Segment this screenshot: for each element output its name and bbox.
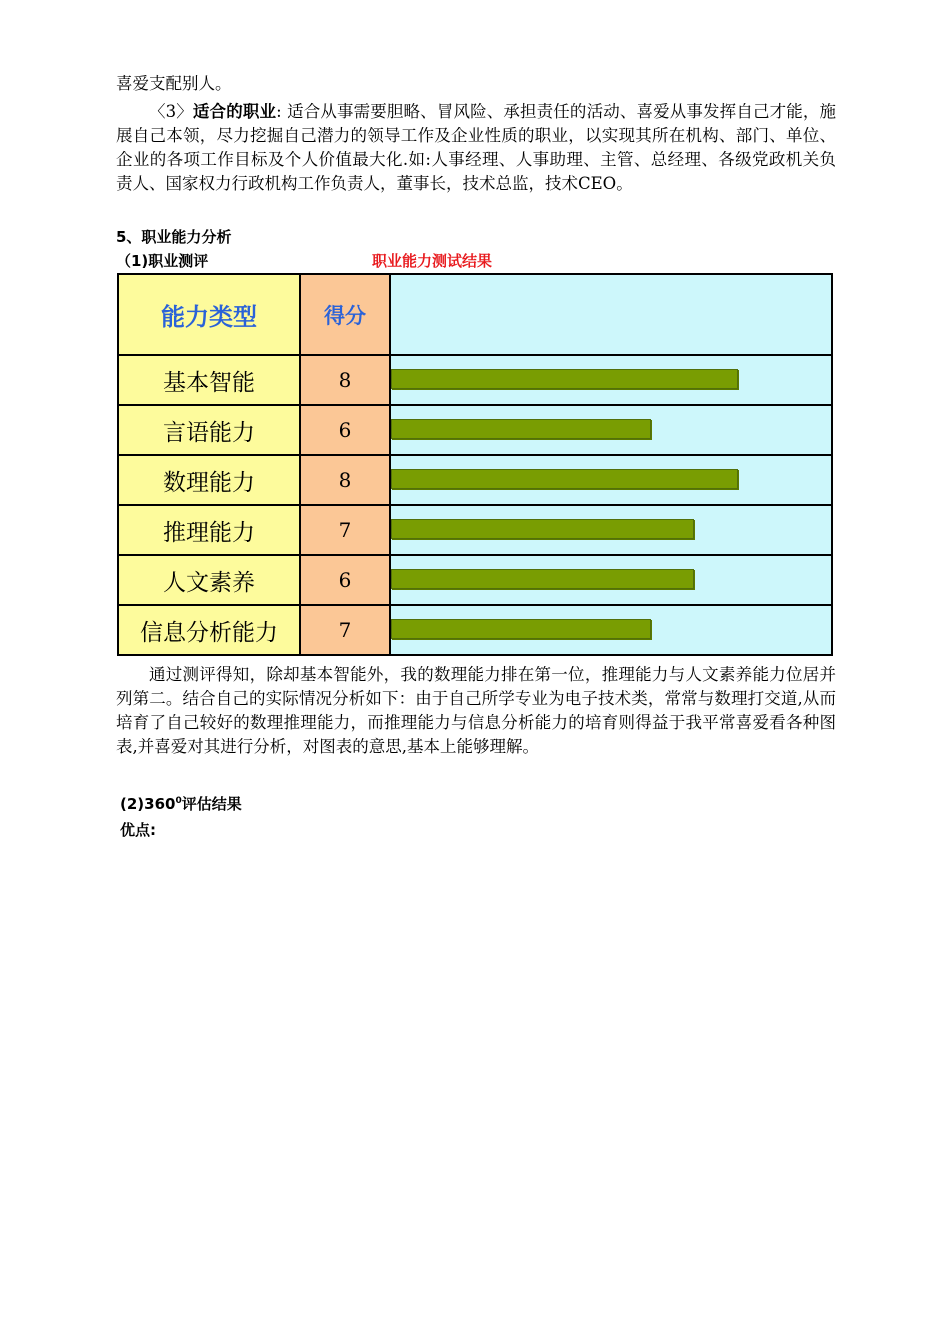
- suitable-careers-label: 适合的职业: [192, 102, 277, 121]
- bar-mark: [391, 369, 738, 389]
- table-row: [118, 405, 832, 455]
- table-header-row: [118, 274, 832, 355]
- ability-score: 6: [300, 405, 390, 455]
- bar-cell: [390, 455, 832, 505]
- ability-score: 7: [300, 505, 390, 555]
- bar-mark: [391, 469, 738, 489]
- ability-score: 8: [300, 455, 390, 505]
- table-row: [118, 605, 832, 655]
- ability-name: 人文素养: [118, 555, 300, 605]
- chart-title: 职业能力测试结果: [372, 252, 493, 270]
- paragraph-suitable-careers: [116, 100, 836, 196]
- ability-name: 数理能力: [118, 455, 300, 505]
- ability-name: 言语能力: [118, 405, 300, 455]
- sub2-superscript: 0: [175, 796, 182, 806]
- ability-score: 6: [300, 555, 390, 605]
- sub2-suffix: 评估结果: [181, 795, 242, 813]
- bar-cell: [390, 605, 832, 655]
- ability-name: 推理能力: [118, 505, 300, 555]
- bar-mark: [391, 419, 651, 439]
- header-score: 得分: [300, 274, 390, 355]
- ability-score: 8: [300, 355, 390, 405]
- section-heading-5: 5、职业能力分析: [116, 228, 232, 246]
- bar-cell: [390, 405, 832, 455]
- bar-mark: [391, 569, 694, 589]
- table-row: [118, 455, 832, 505]
- list-marker: 〈3〉: [149, 102, 193, 121]
- bar-mark: [391, 519, 694, 539]
- bar-cell: [390, 355, 832, 405]
- ability-name: 基本智能: [118, 355, 300, 405]
- bar-cell: [390, 555, 832, 605]
- header-bar-area: [390, 274, 832, 355]
- table-row: [118, 505, 832, 555]
- strengths-label: 优点:: [120, 821, 156, 839]
- table-row: [118, 555, 832, 605]
- bar-cell: [390, 505, 832, 555]
- paragraph-analysis: 通过测评得知，除却基本智能外，我的数理能力排在第一位，推理能力与人文素养能力位居并列第二。结合自己的实际情况分析如下：由于自己所学专业为电子技术类，常常与数理打交道,从而培育了自己较好的数理推理能力，而推理能力与信息分析能力的培育则得益于我平常喜爱看各种图表,并喜爱对其进行分析，对图表的意思,基本上能够理解。: [116, 665, 836, 756]
- header-ability-type: 能力类型: [118, 274, 300, 355]
- subheading-360-evaluation: [120, 793, 242, 814]
- sub2-prefix: (2)360: [120, 795, 176, 813]
- paragraph-intro: 喜爱支配别人。: [116, 74, 232, 93]
- suitable-careers-text: : 适合从事需要胆略、冒风险、承担责任的活动、喜爱从事发挥自己才能，施展自己本领，尽力挖掘自己潜力的领导工作及企业性质的职业，以实现其所在机构、部门、单位、企业的各项工作目标及个人价值最大化.如:人事经理、人事助理、主管、总经理、各级党政机关负责人、国家权力行政机构工作负责人，董事长，技术总监，技术CEO。: [116, 102, 837, 193]
- bar-mark: [391, 619, 651, 639]
- ability-name: 信息分析能力: [118, 605, 300, 655]
- subheading-career-test: （1)职业测评: [116, 252, 209, 270]
- table-row: [118, 355, 832, 405]
- ability-score: 7: [300, 605, 390, 655]
- ability-chart-table: [117, 273, 833, 656]
